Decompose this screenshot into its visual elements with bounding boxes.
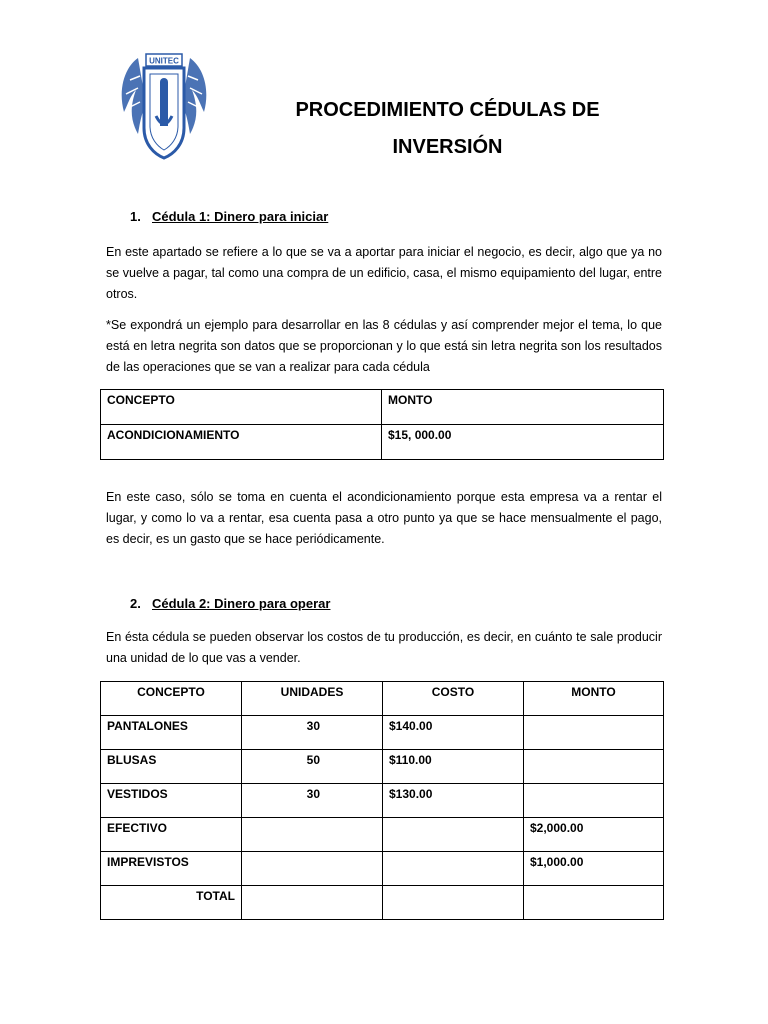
- table-total-row: [101, 886, 664, 920]
- section-1-heading: [132, 209, 328, 224]
- investment-table-2: [100, 681, 664, 920]
- table-cell: ACONDICIONAMIENTO: [101, 425, 382, 460]
- table-cell: BLUSAS: [101, 750, 242, 784]
- section-1-paragraph-3: En este caso, sólo se toma en cuenta el acondicionamiento porque esta empresa va a rentar el lugar, y como lo va a rentar, esa cuenta pasa a otro punto ya que se hace mensualmente el pago, es decir, es un gasto que se hace periódicamente.: [106, 490, 662, 546]
- table-cell: [524, 784, 664, 818]
- title-line-2: INVERSIÓN: [392, 136, 503, 158]
- section-2-number: 2.: [130, 596, 141, 611]
- table-cell: PANTALONES: [101, 716, 242, 750]
- table-cell: [524, 750, 664, 784]
- table-cell: [242, 852, 383, 886]
- table-row: [101, 716, 664, 750]
- table-cell: [242, 818, 383, 852]
- table-header-cell: CONCEPTO: [101, 682, 242, 716]
- table-header-cell: COSTO: [383, 682, 524, 716]
- table-cell: [383, 818, 524, 852]
- table-row: [101, 852, 664, 886]
- table-header-cell: CONCEPTO: [101, 390, 382, 425]
- section-2-title: Cédula 2: Dinero para operar: [152, 596, 331, 611]
- investment-table-1: [100, 389, 664, 460]
- table-cell: [383, 886, 524, 920]
- section-1-number: 1.: [130, 209, 141, 224]
- table-cell: [242, 886, 383, 920]
- table-header-cell: UNIDADES: [242, 682, 383, 716]
- section-2-heading: [132, 596, 330, 611]
- section-1-paragraph-2: *Se expondrá un ejemplo para desarrollar en las 8 cédulas y así comprender mejor el tema, lo que está en letra negrita son datos que se proporcionan y lo que está sin letra negrita son los resultados de las operaciones que se van a realizar para cada cédula: [106, 318, 662, 374]
- table-row: [101, 784, 664, 818]
- svg-text:UNITEC: UNITEC: [149, 56, 179, 66]
- table-cell: 50: [242, 750, 383, 784]
- table-header-cell: MONTO: [524, 682, 664, 716]
- table-header-row: [101, 682, 664, 716]
- table-header-cell: MONTO: [382, 390, 664, 425]
- table-header-row: [101, 390, 664, 425]
- table-row: [101, 818, 664, 852]
- table-cell: $2,000.00: [524, 818, 664, 852]
- title-line-1: PROCEDIMIENTO CÉDULAS DE: [295, 99, 600, 121]
- table-cell: $1,000.00: [524, 852, 664, 886]
- table-cell: $15, 000.00: [382, 425, 664, 460]
- section-1-paragraph-1: En este apartado se refiere a lo que se va a aportar para iniciar el negocio, es decir, algo que ya no se vuelve a pagar, tal como una compra de un edificio, casa, el mismo equipamiento del lugar, entre otros.: [106, 245, 662, 301]
- table-cell: EFECTIVO: [101, 818, 242, 852]
- table-cell: $110.00: [383, 750, 524, 784]
- page-title: [250, 92, 645, 166]
- table-cell: [383, 852, 524, 886]
- table-row: [101, 425, 664, 460]
- table-cell: TOTAL: [101, 886, 242, 920]
- table-cell: $130.00: [383, 784, 524, 818]
- table-cell: $140.00: [383, 716, 524, 750]
- unitec-logo: [116, 50, 212, 160]
- table-cell: VESTIDOS: [101, 784, 242, 818]
- section-2-paragraph-1: En ésta cédula se pueden observar los costos de tu producción, es decir, en cuánto te sale producir una unidad de lo que vas a vender.: [106, 630, 662, 665]
- table-cell: [524, 886, 664, 920]
- table-cell: 30: [242, 716, 383, 750]
- table-cell: IMPREVISTOS: [101, 852, 242, 886]
- section-1-title: Cédula 1: Dinero para iniciar: [152, 209, 329, 224]
- table-cell: 30: [242, 784, 383, 818]
- table-cell: [524, 716, 664, 750]
- table-row: [101, 750, 664, 784]
